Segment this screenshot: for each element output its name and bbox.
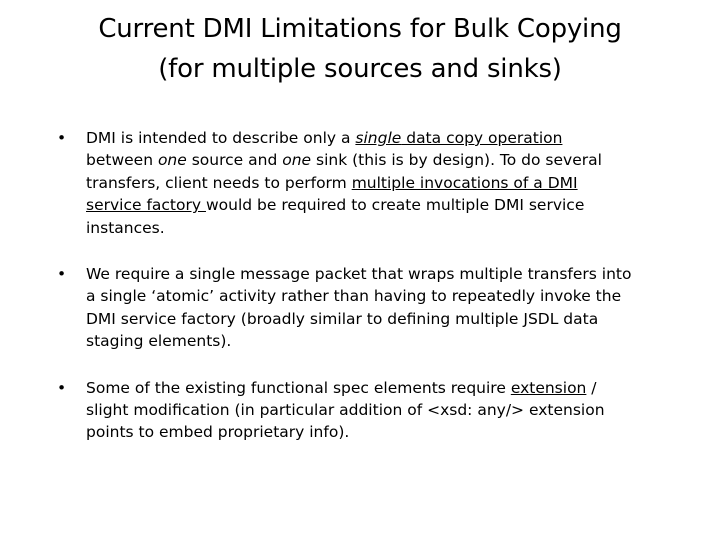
emphasized-text: single xyxy=(355,129,402,147)
text-run: transfers, client needs to perform xyxy=(86,173,352,192)
text-run: staging elements). xyxy=(86,332,232,351)
bullet-text-line xyxy=(86,421,657,443)
bullet-item xyxy=(57,263,657,353)
text-run: source and xyxy=(186,151,283,170)
underlined-text: extension xyxy=(510,378,587,397)
bullet-text-line xyxy=(86,285,657,307)
underlined-text: multiple invocations of a DMI xyxy=(351,173,578,192)
bullet-text-line xyxy=(86,217,657,239)
bullet-text-line xyxy=(86,149,657,171)
text-run: We require a single message packet that wraps multiple transfers into xyxy=(86,265,632,284)
bullet-text-line xyxy=(86,194,657,216)
text-run: DMI service factory (broadly similar to defining multiple JSDL data xyxy=(86,309,599,328)
text-run: / xyxy=(586,378,597,397)
slide-title xyxy=(40,9,680,89)
text-run: slight modification (in particular addition of <xsd: any/> extension xyxy=(86,401,605,420)
text-run: between xyxy=(86,151,158,170)
bullet-marker: • xyxy=(57,129,67,147)
bullet-text-line xyxy=(86,399,657,421)
bullet-text-line xyxy=(86,330,657,352)
italic-text: one xyxy=(157,151,187,170)
bullet-list xyxy=(57,127,657,468)
text-run: Some of the existing functional spec elements require xyxy=(86,378,511,397)
text-run: a single ‘atomic’ activity rather than having to repeatedly invoke the xyxy=(86,287,622,306)
italic-text: one xyxy=(282,151,312,170)
bullet-text-line xyxy=(86,263,657,285)
bullet-text-line xyxy=(86,377,657,399)
text-run: DMI is intended to describe only a xyxy=(86,129,356,147)
text-run: sink (this is by design). To do several xyxy=(311,151,602,170)
bullet-text-line xyxy=(86,172,657,194)
text-run: points to embed proprietary info). xyxy=(86,423,350,442)
bullet-item xyxy=(57,127,657,239)
bullet-item xyxy=(57,377,657,444)
text-run: instances. xyxy=(86,218,165,237)
slide-title-line-2: (for multiple sources and sinks) xyxy=(158,54,562,84)
underlined-text: service factory xyxy=(86,196,206,215)
text-run: would be required to create multiple DMI service xyxy=(205,196,585,215)
bullet-text-line xyxy=(86,308,657,330)
underlined-text: data copy operation xyxy=(401,129,563,147)
bullet-text-line xyxy=(86,127,657,149)
bullet-marker: • xyxy=(57,378,67,397)
slide-title-line-1: Current DMI Limitations for Bulk Copying xyxy=(98,14,622,44)
bullet-marker: • xyxy=(57,265,67,284)
